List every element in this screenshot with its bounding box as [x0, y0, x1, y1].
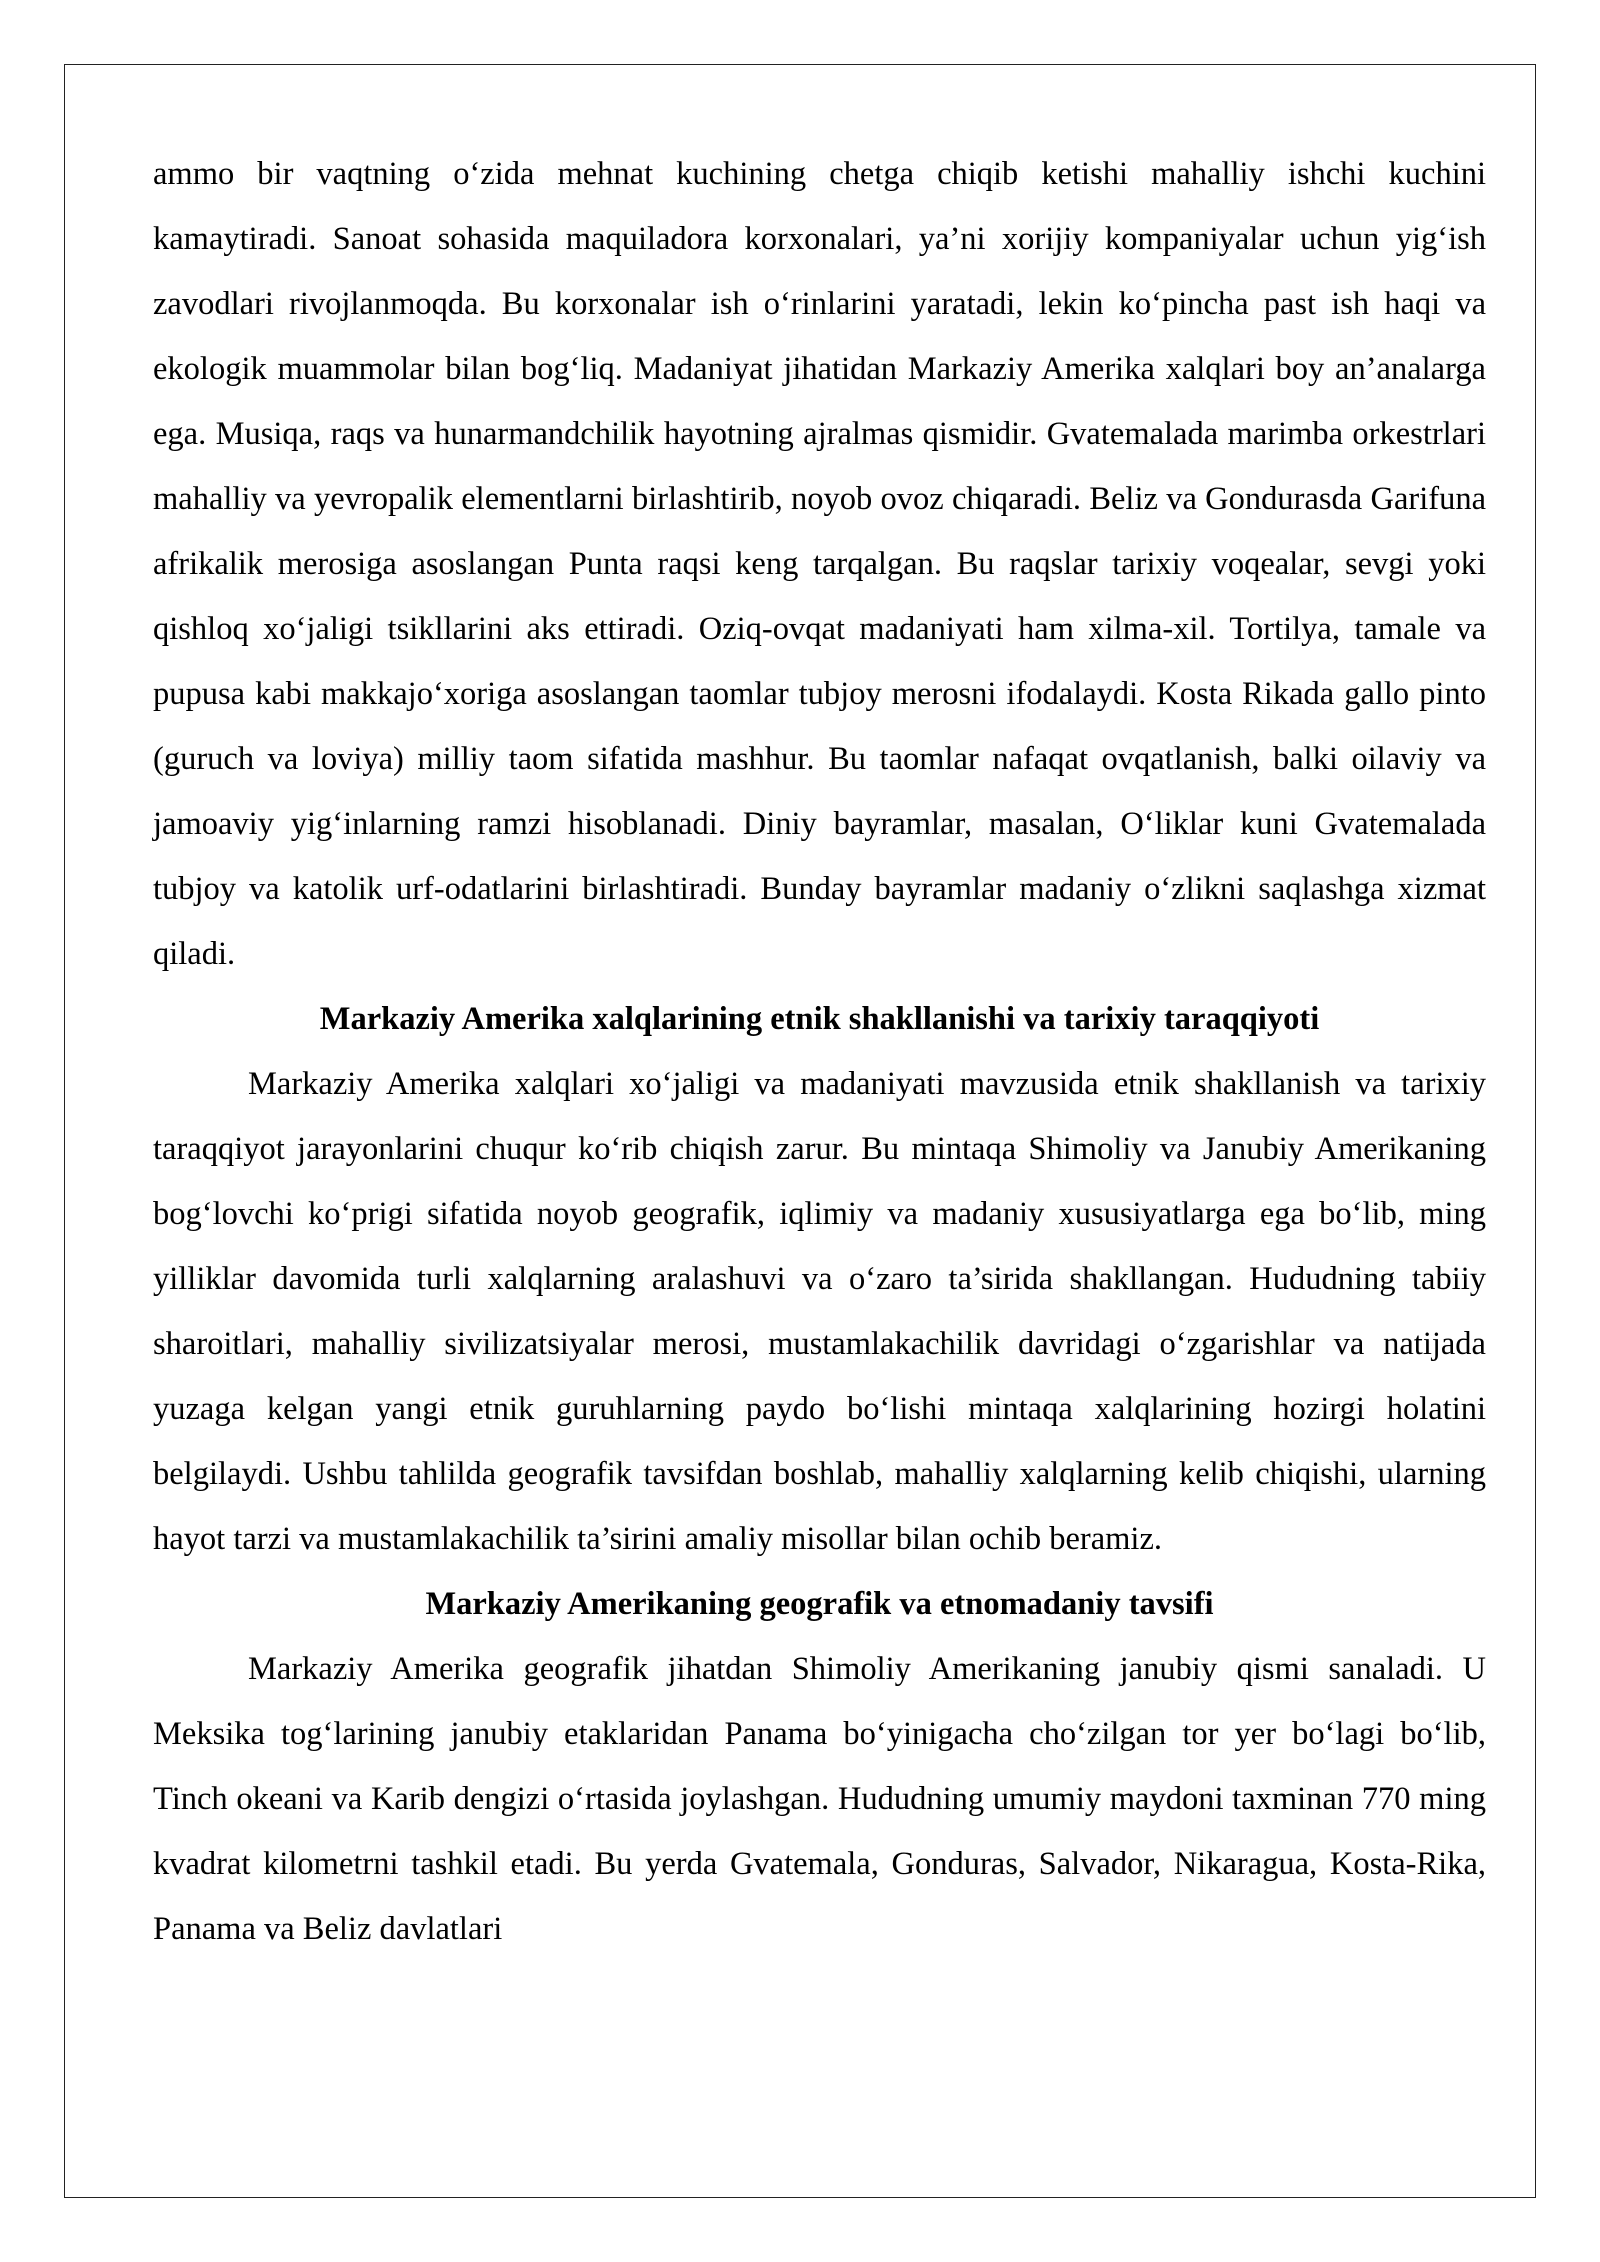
paragraph-geography: Markaziy Amerika geografik jihatdan Shimoliy Amerikaning janubiy qismi sanaladi. U Meksika tog‘larining janubiy etaklaridan Panama bo‘yinigacha cho‘zilgan tor yer bo‘lagi bo‘lib, Tinch okeani va Karib dengizi o‘rtasida joylashgan. Hududning umumiy maydoni taxminan 770 ming kvadrat kilometrni tashkil etadi. Bu yerda Gvatemala, Gonduras, Salvador, Nikaragua, Kosta-Rika, Panama va Beliz davlatlari — [153, 1651, 1486, 1947]
paragraph-economy-culture: ammo bir vaqtning o‘zida mehnat kuchining chetga chiqib ketishi mahalliy ishchi kuchini kamaytiradi. Sanoat sohasida maquiladora korxonalari, ya’ni xorijiy kompaniyalar uchun yig‘ish zavodlari rivojlanmoqda. Bu korxonalar ish o‘rinlarini yaratadi, lekin ko‘pincha past ish haqi va ekologik muammolar bilan bog‘liq. Madaniyat jihatidan Markaziy Amerika xalqlari boy an’analarga ega. Musiqa, raqs va hunarmandchilik hayotning ajralmas qismidir. Gvatemalada marimba orkestrlari mahalliy va yevropalik elementlarni birlashtirib, noyob ovoz chiqaradi. Beliz va Gondurasda Garifuna afrikalik merosiga asoslangan Punta raqsi keng tarqalgan. Bu raqslar tarixiy voqealar, sevgi yoki qishloq xo‘jaligi tsikllarini aks ettiradi. Oziq-ovqat madaniyati ham xilma-xil. Tortilya, tamale va pupusa kabi makkajo‘xoriga asoslangan taomlar tubjoy merosni ifodalaydi. Kosta Rikada gallo pinto (guruch va loviya) milliy taom sifatida mashhur. Bu taomlar nafaqat ovqatlanish, balki oilaviy va jamoaviy yig‘inlarning ramzi hisoblanadi. Diniy bayramlar, masalan, O‘liklar kuni Gvatemalada tubjoy va katolik urf-odatlarini birlashtiradi. Bunday bayramlar madaniy o‘zlikni saqlashga xizmat qiladi. — [153, 156, 1486, 972]
section-heading-geography: Markaziy Amerikaning geografik va etnomadaniy tavsifi — [425, 1586, 1214, 1622]
paragraph-ethnic-formation: Markaziy Amerika xalqlari xo‘jaligi va madaniyati mavzusida etnik shakllanish va tarixiy taraqqiyot jarayonlarini chuqur ko‘rib chiqish zarur. Bu mintaqa Shimoliy va Janubiy Amerikaning bog‘lovchi ko‘prigi sifatida noyob geografik, iqlimiy va madaniy xususiyatlarga ega bo‘lib, ming yilliklar davomida turli xalqlarning aralashuvi va o‘zaro ta’sirida shakllangan. Hududning tabiiy sharoitlari, mahalliy sivilizatsiyalar merosi, mustamlakachilik davridagi o‘zgarishlar va natijada yuzaga kelgan yangi etnik guruhlarning paydo bo‘lishi mintaqa xalqlarining hozirgi holatini belgilaydi. Ushbu tahlilda geografik tavsifdan boshlab, mahalliy xalqlarning kelib chiqishi, ularning hayot tarzi va mustamlakachilik ta’sirini amaliy misollar bilan ochib beramiz. — [153, 1066, 1486, 1557]
document-body — [153, 142, 1486, 1962]
section-heading-ethnic-formation: Markaziy Amerika xalqlarining etnik shakllanishi va tarixiy taraqqiyoti — [319, 1001, 1320, 1037]
